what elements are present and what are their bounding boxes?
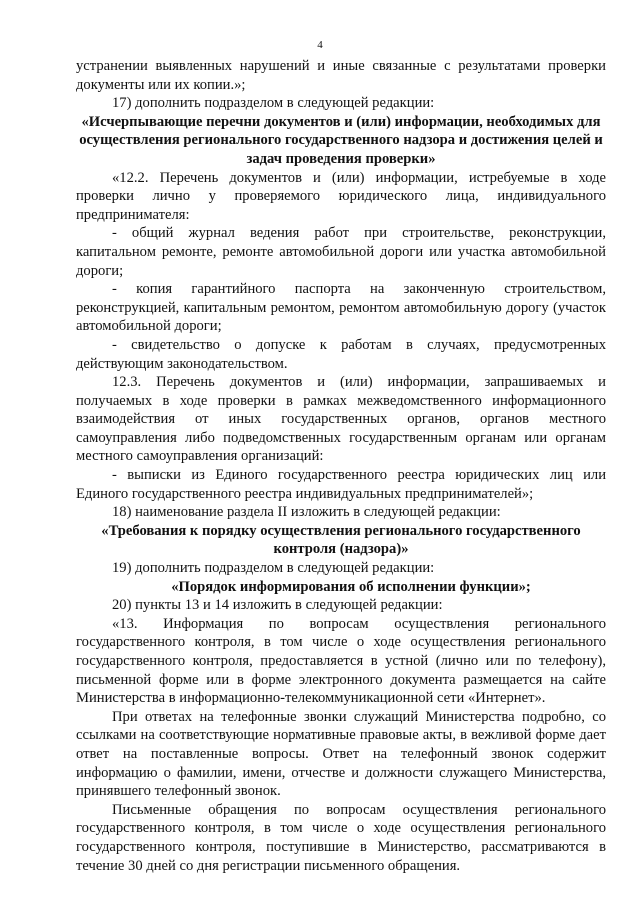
section-heading: «Требования к порядку осуществления регионального государственного контроля (надзора)» [101,522,581,558]
page-number: 4 [317,39,323,51]
paragraph: «13. Информация по вопросам осуществления регионального государственного контроля, в том числе о ходе осуществления регионального государственного контроля, предоставляется в устной (лично или по телефону), письменной форме или в форме электронного документа размещается на сайте Министерства в информационно-телекоммуникационной сети «Интернет». [76,615,606,707]
paragraph: «12.2. Перечень документов и (или) информации, истребуемые в ходе проверки лично у проверяемого юридического лица, индивидуального предпринимателя: [76,169,606,223]
list-item: - копия гарантийного паспорта на законченную строительством, реконструкцией, капитальным ремонтом, ремонтом автомобильную дорогу (участок автомобильной дороги; [76,281,606,335]
list-item: - выписки из Единого государственного реестра юридических лиц или Единого государственного реестра индивидуальных предпринимателей»; [76,467,606,502]
paragraph: 12.3. Перечень документов и (или) информации, запрашиваемых и получаемых в ходе проверки в рамках межведомственного информационного взаимодействия от иных государственных органов, органов местного самоуправления либо подведомственных государственным органам или органам местного самоуправления организаций: [76,374,606,465]
paragraph: 19) дополнить подразделом в следующей редакции: [112,560,435,577]
section-heading: «Исчерпывающие перечни документов и (или) информации, необходимых для осуществления регионального государственного надзора и достижения целей и задач проведения проверки» [79,113,603,167]
paragraph: При ответах на телефонные звонки служащий Министерства подробно, со ссылками на соответствующие нормативные правовые акты, в вежливой форме дает ответ на поставленные вопросы. Ответ на телефонный звонок содержит информацию о фамилии, имени, отчестве и должности служащего Министерства, принявшего телефонный звонок. [76,708,606,800]
paragraph: Письменные обращения по вопросам осуществления регионального государственного контроля, в том числе о ходе осуществления регионального государственного контроля, поступившие в Министерство, рассматриваются в течение 30 дней со дня регистрации письменного обращения. [76,801,606,874]
paragraph: устранении выявленных нарушений и иные связанные с результатами проверки документы или их копии.»; [76,58,606,93]
document-body [76,57,606,875]
list-item: - свидетельство о допуске к работам в случаях, предусмотренных действующим законодательством. [76,336,606,372]
paragraph: 20) пункты 13 и 14 изложить в следующей редакции: [112,597,443,614]
section-heading: «Порядок информирования об исполнении функции»; [171,578,531,595]
paragraph: 18) наименование раздела II изложить в следующей редакции: [112,504,501,521]
list-item: - общий журнал ведения работ при строительстве, реконструкции, капитальном ремонте, ремонте автомобильной дороги или участка автомобильной дороги; [76,225,606,279]
paragraph: 17) дополнить подразделом в следующей редакции: [112,95,435,112]
